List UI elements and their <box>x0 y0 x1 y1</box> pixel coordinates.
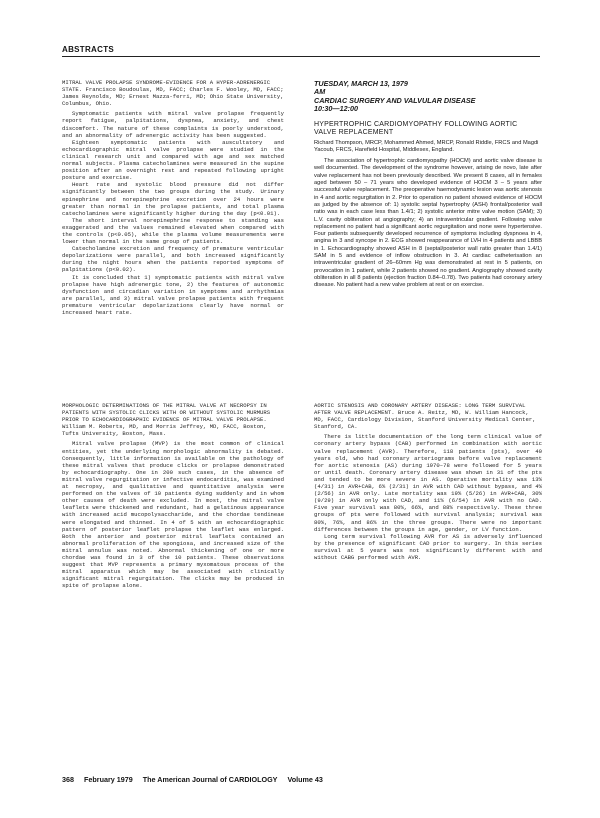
session-topic: CARDIAC SURGERY AND VALVULAR DISEASE <box>314 95 476 105</box>
issue-date: February 1979 <box>84 775 133 784</box>
abstract-paragraph: It is concluded that 1) symptomatic patients with mitral valve prolapse have high adrenergic tone, 2) the features of autonomic dysfunction and circadian variation in symptoms and arrhythmias are parallel, and 3) mitral valve prolapse patients with frequent premature ventricular depolarizations clearly have normal or increased heart rate. <box>62 273 284 316</box>
abstract-title-block: AORTIC STENOSIS AND CORONARY ARTERY DISEASE: LONG TERM SURVIVAL AFTER VALVE REPLACEMENT. Bruce A. Reitz, MD, W. William Hancock, MD, FACC, Cardiology Division, Stanford University Medical Center, Stanford, CA. <box>314 402 536 431</box>
session-date: TUESDAY, MARCH 13, 1979 <box>314 80 408 88</box>
session-time: 10:30—12:00 <box>314 103 358 113</box>
abstract-paragraph: Mitral valve prolapse (MVP) is the most common of clinical entities, yet the underlying morphologic abnormality is debated. Consequently, little information is available on the pathology of these mitral valves that produce clicks or prolapse demonstrated by echocardiography. One in 200 such cases, in the absence of mitral valve regurgitation or infective endocarditis, was examined at necropsy, and qualitative and quantitative analysis were performed on the valves of 10 patients dying suddenly and in whom other causes of death were excluded. In most, the mitral valve leaflets were thickened and redundant, had a gelatinous appearance with increased acid mucopolysaccharide, and the chordae tendineae were elongated and thinned. In 4 of 5 with an echocardiographic pattern of posterior leaflet prolapse the leaflet was enlarged. Both the anterior and posterior mitral leaflets contained an abnormal proliferation of the spongiosa, and increased size of the mitral annulus was noted. Abnormal thickening of one or more chordae was found in 3 of the 10 patients. These observations suggest that MVP represents a primary myxomatous process of the mitral apparatus which may be associated with clinically significant mitral regurgitation. The clicks may be produced in spite of prolapse alone. <box>62 440 284 590</box>
abstract-title-block: MITRAL VALVE PROLAPSE SYNDROME-EVIDENCE FOR A HYPER-ADRENERGIC STATE. Francisco Boudoulas, MD, FACC; Charles F. Wooley, MD, FACC; James Reynolds, MD; Ernest Mazza-ferri, MD; Ohio State University, Columbus, Ohio. <box>62 79 284 108</box>
abstract-paragraph: Catecholamine excretion and frequency of premature ventricular depolarizations were parallel, and both increased significantly during the night hours when the patients reported symptoms of palpitations (p<0.02). <box>62 245 284 274</box>
session-and-hocm-abstract <box>314 80 542 380</box>
volume-number: Volume 43 <box>287 775 323 784</box>
header-divider <box>62 56 540 57</box>
section-header: ABSTRACTS <box>62 45 115 54</box>
abstract-mitral-morphology <box>62 402 284 762</box>
abstract-paragraph: Heart rate and systolic blood pressure did not differ significantly between the two groups during the study. Urinary epinephrine and norepinephrine excretion over 24 hours were greater than normal in the prolapse patients, and total plasma catecholamines were significantly higher during the day (p<0.01). <box>62 181 284 217</box>
abstract-authors: Richard Thompson, MRCP, Mohammed Ahmed, MRCP, Ronald Riddle, FRCS and Magdi Yacoub, FRCS, Harefield Hospital, Middlesex, England. <box>314 139 539 153</box>
journal-name: The American Journal of CARDIOLOGY <box>142 775 278 784</box>
page-number: 368 <box>62 775 74 784</box>
abstract-aortic-stenosis <box>314 402 542 732</box>
abstract-paragraph: There is little documentation of the long term clinical value of coronary artery bypass (CAB) performed in combination with aortic valve replacement (AVR). Therefore, 118 patients (pts), over 40 years old, who had coronary arteriograms before valve replacement for aortic stenosis (AS) during 1970–78 were followed for 5 years or until death. Coronary artery disease was shown in 31 of the pts and tended to be more severe in AS. Operative mortality was 13% (4/31) in AVR+CAB, 6% (2/31) in AVR with CAD without bypass, and 4% (2/56) in AVR only. Late mortality was 19% (5/26) in AVR+CAB, 30% (9/29) in AVR only with CAD, and 11% (6/54) in AVR with no CAD. Five year survival was 80%, 66%, and 88% respectively. These three groups of pts were followed with survival analysis; survival was 80%, 76%, and 86% in the three groups. There were no important differences between the groups in age, gender, or LV function. <box>314 433 542 533</box>
abstract-paragraph: Long term survival following AVR for AS is adversely influenced by the presence of significant CAD prior to surgery. In this series survival at 5 years was not significantly different with and without CABG performed with AVR. <box>314 532 542 561</box>
abstract-paragraph: Eighteen symptomatic patients with auscultatory and echocardiographic mitral valve prolapse were studied in the clinical research unit and compared with age and sex matched normal subjects. Plasma catecholamines were measured in the supine position after an overnight rest and repeated following upright posture and exercise. <box>62 138 284 182</box>
abstract-mitral-prolapse <box>62 79 284 379</box>
abstract-title-block: MORPHOLOGIC DETERMINATIONS OF THE MITRAL VALVE AT NECROPSY IN PATIENTS WITH SYSTOLIC CLICKS WITH OR WITHOUT SYSTOLIC MURMURS PRIOR TO ECHOCARDIOGRAPHIC EVIDENCE OF MITRAL VALVE PROLAPSE. William M. Roberts, MD, and Morris Jeffrey, MD, FACC, Boston, Tufts University, Boston, Mass. <box>62 402 271 438</box>
abstract-paragraph: The association of hypertrophic cardiomyopathy (HOCM) and aortic valve disease is well documented. The development of the syndrome however, arising de novo, late after valve replacement has not been previously described. We present 8 cases, all in females aged between 50 – 71 years who developed evidence of HOCM 3 – 5 years after successful valve replacement. The preoperative haemodynamic lesion was aortic stenosis in 4 and aortic regurgitation in 2. Prior to operation no patient showed evidence of HOCM as judged by the absence of: 1) systolic septal hypertrophy (ASH) frontal/posterior wall ratio was in each case less than 1.4/1; 2) systolic anterior mitre valve motion (SAM); 3) L.V. cavity obliteration at angiography; 4) an intraventricular gradient. Following valve replacement no patient had a significant aortic regurgitation and none were hypertensive. Four patients subsequently developed recurrence of symptoms including dyspnoea in 4, angina in 3 and syncope in 2. ECG showed reappearance of LVH in 4 patients and LBBB in 1. Echocardiography showed ASH in 8 (septal/posterior wall ratio greater than 1.4/1) SAM in 5 and evidence of inflow obstruction in 3. At cardiac catheterisation an intraventricular gradient of 26–60mm Hg was demonstrated at rest in 5 patients, on provocation in 1 patient, while 2 patients showed no gradient. Angiography showed cavity obliteration in all 8 patients (ejection fraction 0.84–0.78). Two patients had coronary artery disease. No patient had a new valve problem at rest or on exercise. <box>314 158 542 289</box>
abstract-paragraph: Symptomatic patients with mitral valve prolapse frequently report fatigue, palpitations, dyspnea, anxiety, and chest discomfort. The nature of these complaints is poorly understood, and an abnormality of adrenergic activity has been suggested. <box>62 110 284 139</box>
abstract-title: HYPERTROPHIC CARDIOMYOPATHY FOLLOWING AORTIC VALVE REPLACEMENT <box>314 121 518 137</box>
session-period: AM <box>314 87 326 97</box>
page-footer <box>62 775 331 784</box>
abstract-paragraph: The short interval norepinephrine response to standing was exaggerated and the values remained elevated when compared with the controls (p<0.05), while the plasma volume measurements were lower than normal in the same group of patients. <box>62 216 284 246</box>
